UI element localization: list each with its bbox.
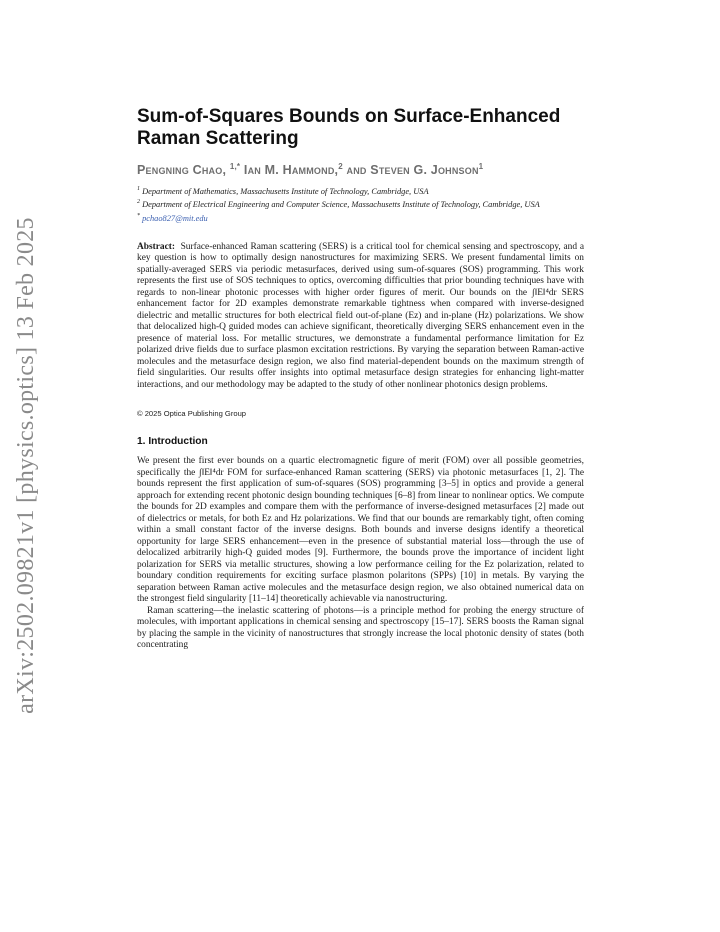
paper-title: Sum-of-Squares Bounds on Surface-Enhanced Raman Scattering: [137, 106, 561, 149]
author-name: Pengning Chao,: [137, 163, 227, 178]
author-affil-mark: 2: [338, 162, 343, 171]
abstract: [137, 242, 584, 392]
corresponding-email-line: [137, 211, 584, 224]
affiliation-mark: 2: [137, 199, 140, 206]
author-name: Ian M. Hammond,: [243, 163, 339, 178]
affiliation-text: Department of Electrical Engineering and Computer Science, Massachusetts Institute of Technology, Cambridge, USA: [142, 200, 540, 210]
affiliations: [137, 184, 584, 224]
author-name: and Steven G. Johnson: [346, 163, 479, 178]
corresponding-email-link[interactable]: pchao827@mit.edu: [142, 213, 208, 223]
author-affil-mark: 1,*: [229, 162, 241, 171]
section-heading: 1. Introduction: [137, 436, 208, 448]
abstract-text: Surface-enhanced Raman scattering (SERS) is a critical tool for chemical sensing and spectroscopy, and a key question is how to optimally design nanostructures for maximizing SERS. We present fundamental limits on spatially-averaged SERS via periodic metasurfaces, derived using sum-of-squares (SOS) programming. This work represents the first use of SOS techniques to optics, overcoming difficulties that prior bounding techniques have with regards to non-linear photonic processes with higher order figures of merit. Our bounds on the ∫‖E‖⁴dr SERS enhancement factor for 2D examples demonstrate remarkable tightness when compared with inverse-designed dielectric and metallic structures for both electrical field out-of-plane (Ez) and in-plane (Hz) polarizations. We show that delocalized high-Q guided modes can achieve significant, theoretically diverging SERS enhancement even in the presence of material loss. For metallic structures, we demonstrate a fundamental performance limitation for Ez polarized drive fields due to surface plasmon excitation restrictions. By varying the separation between Raman-active molecules and the metasurface design region, we also find material-dependent bounds on the maximum strength of field singularities. Our results offer insights into optimal metasurface design strategies for enhancing light-matter interactions, and our methodology may be adapted to the study of other nonlinear photonics design problems.: [137, 241, 584, 390]
affiliation-1: [137, 184, 584, 197]
copyright-notice: © 2025 Optica Publishing Group: [137, 409, 247, 419]
arxiv-identifier-stamp: [6, 216, 46, 714]
paragraph: Raman scattering—the inelastic scattering of photons—is a principle method for probing the energy structure of molecules, with important applications in chemical sensing and spectroscopy [15–17]. SERS boosts the Raman signal by placing the sample in the vicinity of nanostructures that strongly increase the local photonic density of states (both concentrating: [137, 605, 584, 651]
affiliation-text: Department of Mathematics, Massachusetts Institute of Technology, Cambridge, USA: [142, 186, 429, 196]
abstract-label: Abstract:: [137, 241, 176, 252]
introduction-body: [137, 456, 584, 652]
paper-page: [137, 106, 584, 652]
author-affil-mark: 1: [478, 162, 484, 171]
email-mark: *: [137, 212, 140, 219]
arxiv-id-text: arXiv:2502.09821v1 [physics.optics] 13 Feb 2025: [12, 216, 39, 714]
paragraph: We present the first ever bounds on a quartic electromagnetic figure of merit (FOM) over all possible geometries, specifically the ∫‖E‖⁴dr FOM for surface-enhanced Raman scattering (SERS) via photonic metasurfaces [1, 2]. The bounds represent the first application of sum-of-squares (SOS) programming [3–5] in optics and provide a general approach for extending recent photonic design bounding techniques [6–8] from linear to nonlinear optics. We compute the bounds for 2D examples and compare them with the performance of inverse-designed metasurfaces [2] made out of dielectrics or metals, for both Ez and Hz polarizations. We find that our bounds are remarkably tight, often coming within a small constant factor of the inverse designs. Both bounds and inverse designs identify a theoretical opportunity for large SERS enhancement—even in the presence of substantial material loss—through the use of delocalized arbitrarily high-Q guided modes [9]. Furthermore, the bounds prove the importance of incident light polarization for SERS via metallic structures, showing a low performance ceiling for the Ez polarization, related to boundary condition requirements for exciting surface plasmon polaritons (SPPs) [10] in metals. By varying the separation between Raman active molecules and the metasurface design region, we also obtained numerical data on the strongest field singularity [11–14] theoretically achievable via nanostructuring.: [137, 456, 584, 605]
author-list: [137, 162, 584, 177]
affiliation-mark: 1: [137, 186, 140, 193]
affiliation-2: [137, 197, 584, 210]
